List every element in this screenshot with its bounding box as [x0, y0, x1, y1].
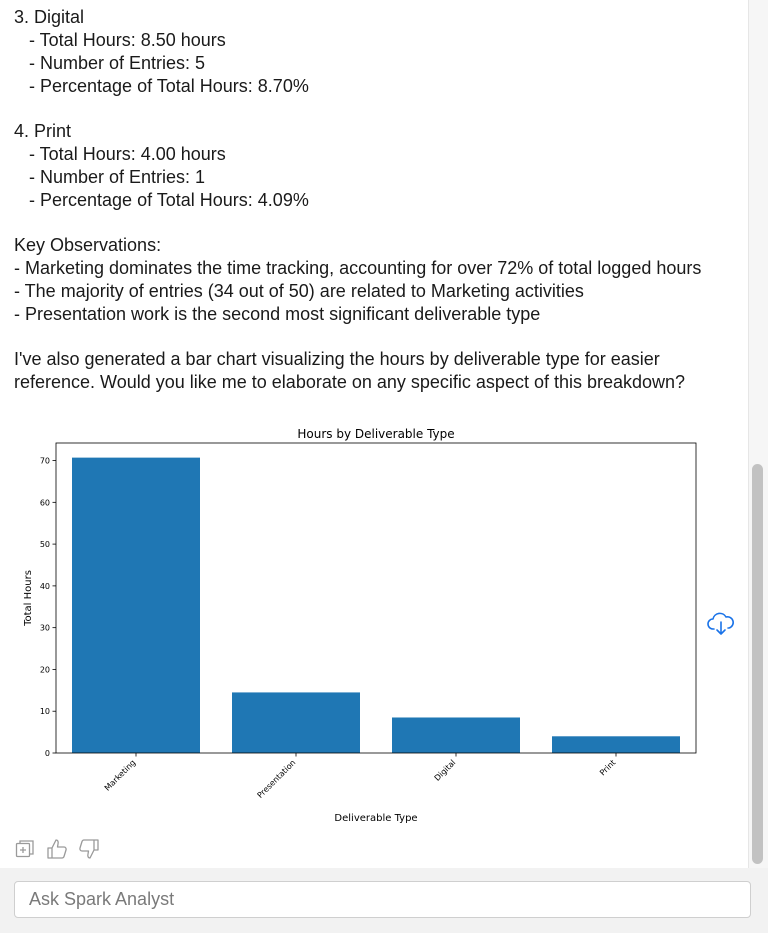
- observations-heading: Key Observations:: [14, 235, 162, 255]
- observation-item: - Marketing dominates the time tracking, accounting for over 72% of total logged hours: [14, 258, 702, 278]
- print-percentage: - Percentage of Total Hours: 4.09%: [14, 190, 309, 210]
- observation-item: - Presentation work is the second most significant deliverable type: [14, 304, 541, 324]
- thumbs-down-button[interactable]: [78, 838, 100, 860]
- print-entries: - Number of Entries: 1: [14, 167, 206, 187]
- scrollbar-thumb[interactable]: [752, 464, 763, 864]
- x-tick-label: Marketing: [102, 758, 138, 793]
- x-axis-label: Deliverable Type: [334, 813, 418, 824]
- copy-icon: [15, 839, 35, 859]
- digital-entries: - Number of Entries: 5: [14, 53, 206, 73]
- assistant-message: [14, 6, 734, 394]
- copy-button[interactable]: [14, 838, 36, 860]
- y-axis-label: Total Hours: [23, 570, 34, 626]
- y-tick-label: 50: [39, 540, 50, 550]
- y-tick-label: 0: [44, 749, 50, 758]
- chart-bar: [232, 692, 360, 753]
- chart-bar: [552, 736, 680, 753]
- x-tick-label: Presentation: [255, 758, 298, 800]
- x-tick-label: Digital: [432, 758, 458, 783]
- closing-text: I've also generated a bar chart visualizing the hours by deliverable type for easier reference. Would you like me to elaborate on any specific aspect of this breakdown?: [14, 349, 686, 392]
- digital-heading: 3. Digital: [14, 7, 85, 27]
- y-tick-label: 60: [39, 498, 50, 508]
- digital-percentage: - Percentage of Total Hours: 8.70%: [14, 76, 309, 96]
- chart-bar: [392, 717, 520, 753]
- observation-item: - The majority of entries (34 out of 50) are related to Marketing activities: [14, 281, 584, 301]
- cloud-download-icon[interactable]: [706, 610, 736, 638]
- message-actions: [14, 838, 100, 860]
- chat-footer: [0, 868, 768, 933]
- thumbs-up-icon: [46, 838, 68, 860]
- print-heading: 4. Print: [14, 121, 72, 141]
- print-total-hours: - Total Hours: 4.00 hours: [14, 144, 226, 164]
- digital-total-hours: - Total Hours: 8.50 hours: [14, 30, 226, 50]
- y-tick-label: 10: [39, 707, 50, 717]
- chart-title: Hours by Deliverable Type: [297, 427, 455, 441]
- y-tick-label: 20: [39, 665, 50, 675]
- y-tick-label: 70: [39, 456, 50, 466]
- thumbs-down-icon: [78, 838, 100, 860]
- x-tick-label: Print: [598, 758, 618, 778]
- y-tick-label: 40: [39, 581, 50, 591]
- chart-bar: [72, 458, 200, 753]
- bar-chart: [14, 424, 714, 834]
- thumbs-up-button[interactable]: [46, 838, 68, 860]
- ask-input[interactable]: [14, 881, 751, 918]
- y-tick-label: 30: [39, 623, 50, 633]
